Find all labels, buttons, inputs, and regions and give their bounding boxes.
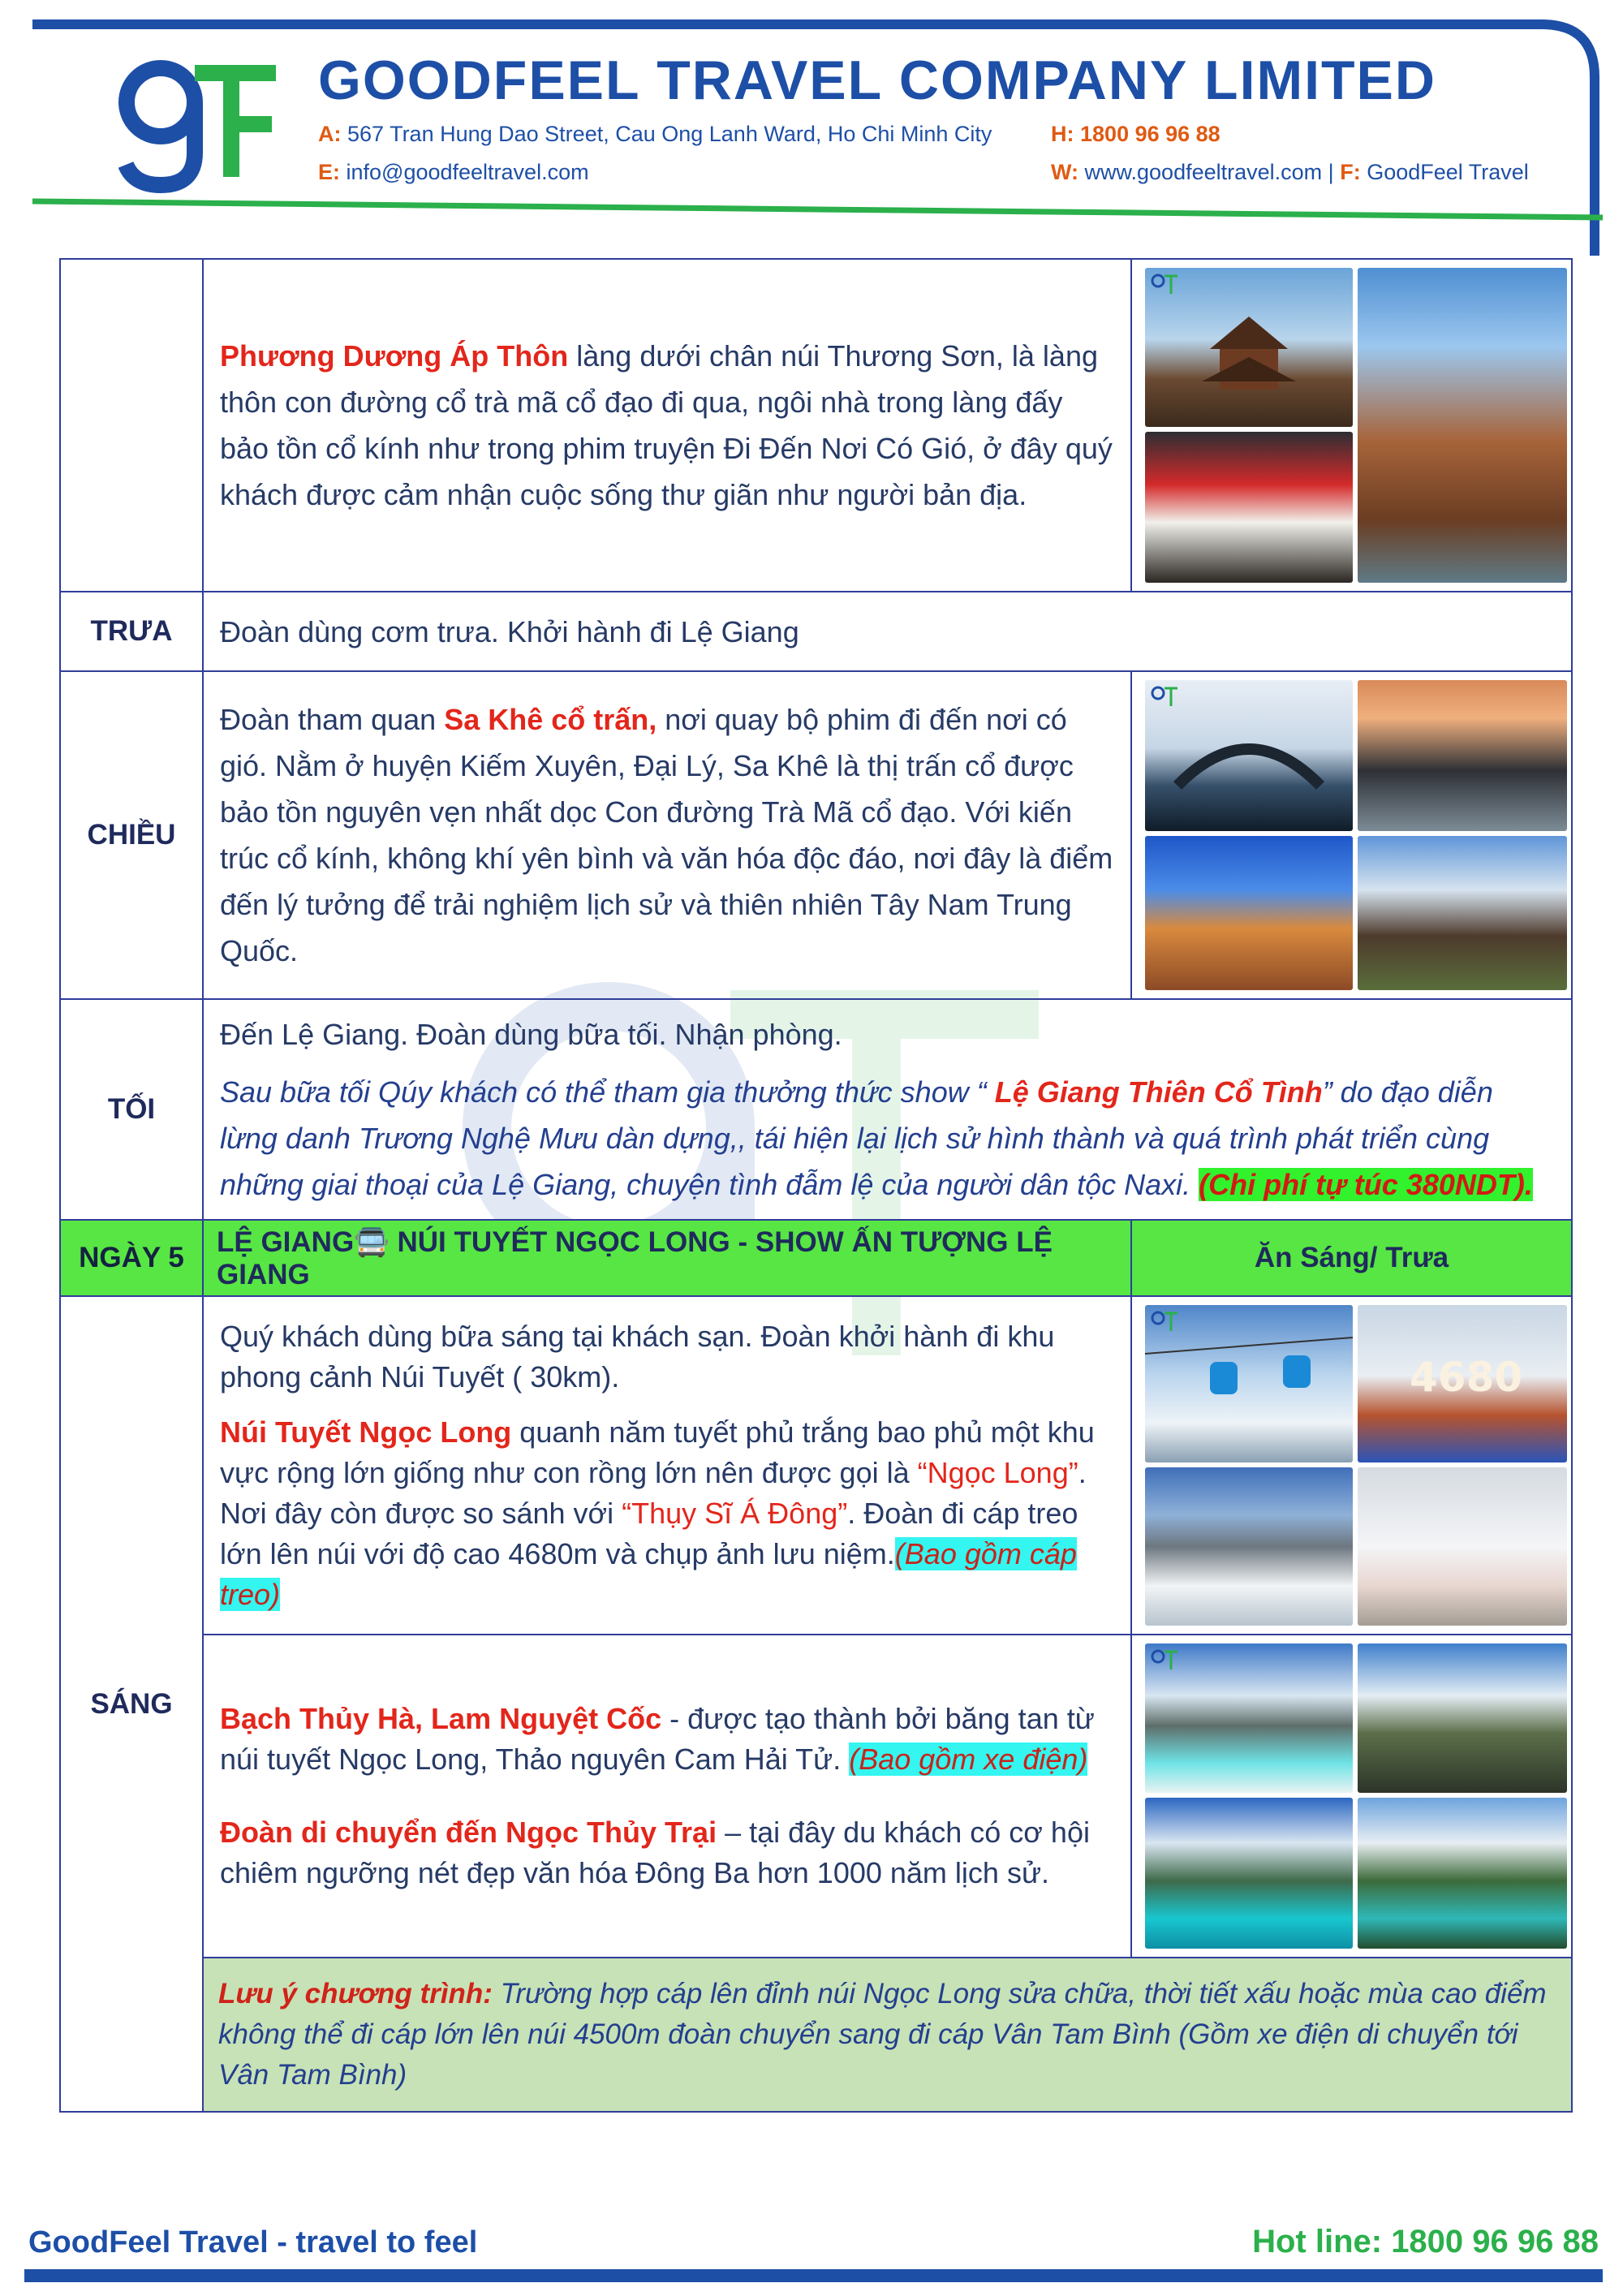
row-label-empty [60,259,203,592]
pagoda-photo [1145,268,1353,427]
valley-description [203,1635,1131,1958]
small-logo-icon [1150,1648,1181,1673]
note-text: Trường hợp cáp lên đỉnh núi Ngọc Long sửa chữa, thời tiết xấu hoặc mùa cao điểm không thể đi cáp lớn lên núi 4500m đoàn chuyển sang đi cáp Vân Tam Bình (Gồm xe điện di chuyển tới Vân Tam Bình) [218,1978,1547,2091]
gondola-icon [1145,1305,1353,1462]
address-label: A: [318,122,342,146]
village-text: làng dưới chân núi Thương Sơn, là làng thôn con đường cổ trà mã cổ đạo đi qua, ngôi nhà trong làng đấy bảo tồn cổ kính như trong phim truyện Đi Đến Nơi Có Gió, ở đây quý khách được cảm nhận cuộc sống thư giãn như người bản địa. [220,339,1113,511]
afternoon-description [203,671,1131,999]
day5-title-a: LỆ GIANG [217,1226,355,1258]
local-people-photo [1145,432,1353,583]
altitude-sign-text: 4680 [1410,1354,1523,1401]
footer-hotline[interactable]: Hot line: 1800 96 96 88 [1252,2224,1599,2259]
snow-q2: “Thụy Sĩ Á Đông” [622,1496,848,1530]
snow-peak-photo [1145,1467,1353,1626]
day5-title-b: NÚI TUYẾT NGỌC LONG - SHOW ẤN TƯỢNG LỆ GIANG [217,1226,1053,1290]
evening-label: TỐI [60,999,203,1220]
facebook-label: F: [1340,160,1361,184]
row-evening [60,999,1572,1220]
lake-boardwalk-photo [1358,1798,1567,1949]
village-description [203,259,1131,592]
row-morning-snow-mountain [60,1296,1572,1635]
lunch-label: TRƯA [60,592,203,671]
address-text: 567 Tran Hung Dao Street, Cau Ong Lanh Ward, Ho Chi Minh City [347,122,992,146]
snow-t1: quanh năm tuyết phủ trắng bao phủ một khu vực rộng lớn giống như con rồng lớn nên được gọi là [220,1415,1095,1489]
web-label: W: [1051,160,1078,184]
altitude-sign-photo [1358,1305,1567,1462]
hotline-text: 1800 96 96 88 [1080,122,1220,146]
snow-t3: . Đoàn đi cáp treo lớn lên núi với độ cao 4680m và chụp ảnh lưu niệm. [220,1496,1078,1570]
evening-pre: Sau bữa tối Qúy khách có thể tham gia thưởng thức show “ [220,1075,995,1109]
morning-p1: Quý khách dùng bữa sáng tại khách sạn. Đoàn khởi hành đi khu phong cảnh Núi Tuyết ( 30km). [220,1319,1055,1394]
hotline-label: H: [1051,122,1074,146]
valley-t2: – tại đây du khách có cơ hội chiêm ngưỡng nét đẹp văn hóa Đông Ba hơn 1000 năm lịch sử. [220,1816,1090,1889]
electric-car-included: (Bao gồm xe điện) [849,1742,1088,1776]
day5-title [203,1220,1131,1296]
separator: | [1328,160,1334,184]
day5-label: NGÀY 5 [60,1220,203,1296]
row-lunch [60,592,1572,671]
footer-rule [24,2269,1603,2282]
sakhe-name: Sa Khê cổ trấn, [444,703,657,736]
village-name: Phương Dương Áp Thôn [220,339,569,373]
day5-header [60,1220,1572,1296]
evening-post: ” do đạo diễn lừng danh Trương Nghệ Mưu dàn dựng,, tái hiện lại lịch sử hình thành và quá trình phát triển cùng những giai thoại của Lệ Giang, chuyện tình đẫm lệ của người dân tộc Naxi. [220,1075,1493,1201]
sakhe-photos [1131,671,1572,999]
evening-description [203,999,1572,1220]
note-title: Lưu ý chương trình: [218,1978,493,2010]
morning-label: SÁNG [60,1296,203,2112]
footer-slogan: GoodFeel Travel - travel to feel [28,2225,478,2259]
evening-line1: Đến Lệ Giang. Đoàn dùng bữa tối. Nhận phòng. [220,1018,842,1051]
row-village [60,259,1572,592]
valley-photos [1131,1635,1572,1958]
program-note [203,1958,1572,2112]
snow-q1: “Ngọc Long” [917,1455,1078,1489]
old-street-photo [1358,268,1567,583]
afternoon-intro: Đoàn tham quan [220,703,445,736]
web-line [1051,160,1529,185]
afternoon-text: nơi quay bộ phim đi đến nơi có gió. Nằm ở huyện Kiếm Xuyên, Đại Lý, Sa Khê là thị trấn cổ được bảo tồn nguyên vẹn nhất dọc Con đường Trà Mã cổ đạo. Với kiến trúc cổ kính, không khí yên bình và văn hóa độc đáo, nơi đây là điểm đến lý tưởng để trải nghiệm lịch sử và thiên nhiên Tây Nam Trung Quốc. [220,703,1113,967]
email-text[interactable]: info@goodfeeltravel.com [346,160,589,184]
letterhead [0,0,1623,256]
email-line [318,160,589,185]
town-gate-photo [1145,836,1353,990]
stone-bridge-photo [1145,680,1353,831]
valley-t1: - được tạo thành bởi băng tan từ núi tuyết Ngọc Long, Thảo nguyên Cam Hải Tử. [220,1702,1095,1776]
row-afternoon [60,671,1572,999]
jade-dragon-name: Núi Tuyết Ngọc Long [220,1415,512,1449]
cable-car-included: (Bao gồm cáp treo) [220,1536,1077,1611]
row-morning-valley [60,1635,1572,1958]
yushui-village-photo [1358,1643,1567,1793]
facebook-text[interactable]: GoodFeel Travel [1367,160,1529,184]
email-label: E: [318,160,340,184]
snow-mountain-description [203,1296,1131,1635]
bridge-shape-icon [1145,680,1353,831]
afternoon-label: CHIỀU [60,671,203,999]
address-line [318,122,992,147]
snow-t2: . Nơi đây còn được so sánh với [220,1455,1087,1530]
blue-moon-valley-photo [1145,1798,1353,1949]
bus-icon: 🚍 [354,1226,390,1258]
show-name: Lệ Giang Thiên Cổ Tình [994,1075,1323,1109]
day5-meal: Ăn Sáng/ Trưa [1131,1220,1572,1296]
hotline-line [1051,122,1220,147]
web-text[interactable]: www.goodfeeltravel.com [1084,160,1323,184]
snow-mountain-photos [1131,1296,1572,1635]
white-water-river-photo [1145,1643,1353,1793]
show-price: (Chi phí tự túc 380NDT). [1199,1168,1533,1201]
tourists-snow-photo [1358,1467,1567,1626]
baishui-name: Bạch Thủy Hà, Lam Nguyệt Cốc [220,1702,662,1735]
company-name: GOODFEEL TRAVEL COMPANY LIMITED [318,50,1437,111]
pagoda-shape-icon [1145,268,1353,427]
yushui-name: Đoàn di chuyển đến Ngọc Thủy Trại [220,1816,717,1849]
cable-car-photo [1145,1305,1353,1462]
goodfeel-logo-icon [114,55,284,193]
lunch-text: Đoàn dùng cơm trưa. Khởi hành đi Lệ Giang [203,592,1572,671]
village-photos [1131,259,1572,592]
ancient-house-photo [1358,836,1567,990]
canal-town-photo [1358,680,1567,831]
row-program-note [60,1958,1572,2112]
itinerary-table [59,258,1573,2113]
